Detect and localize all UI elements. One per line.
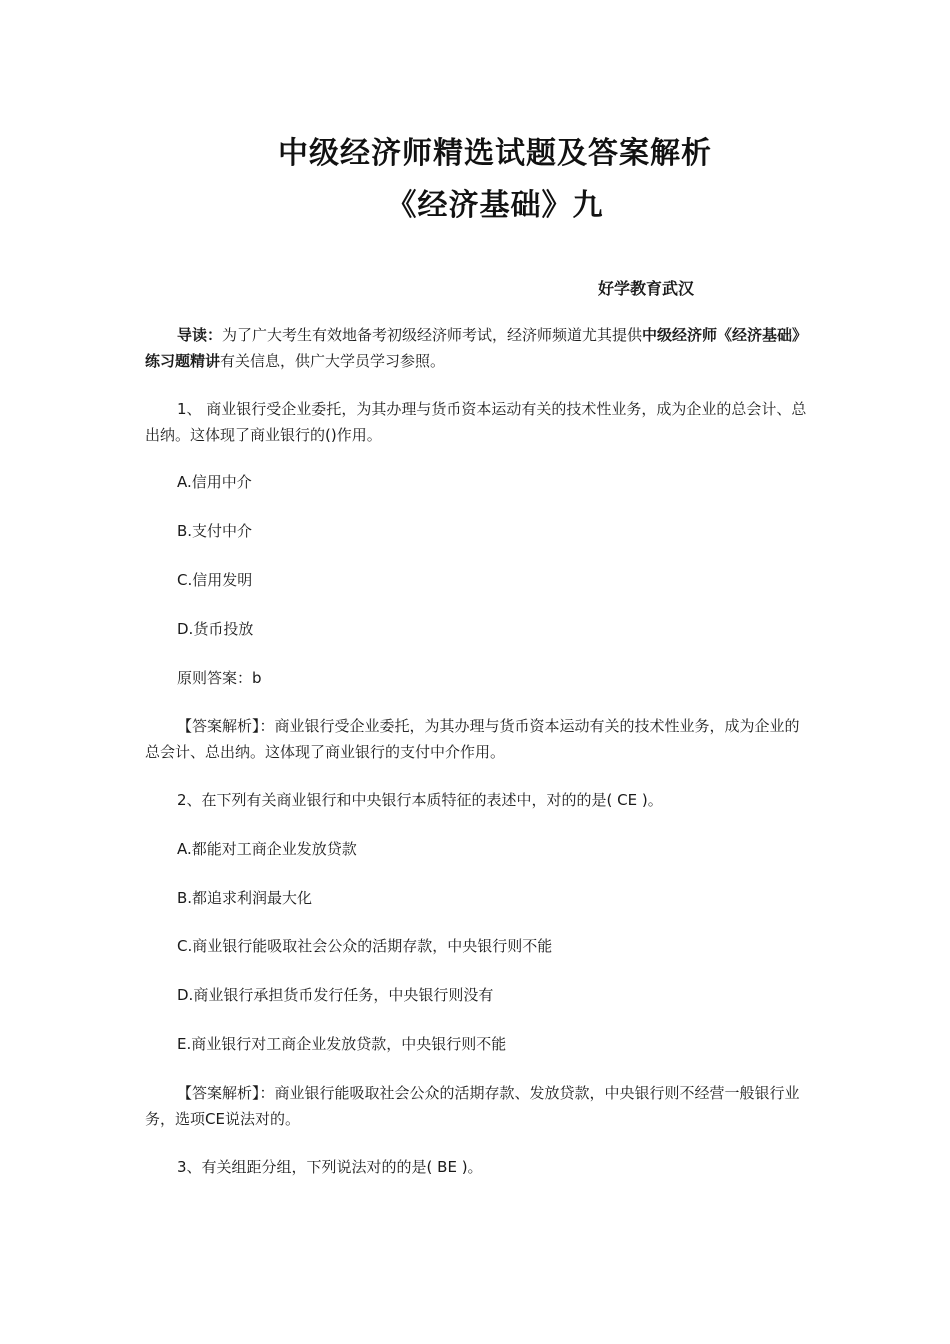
intro-text-1: 为了广大考生有效地备考初级经济师考试，经济师频道尤其提供 <box>222 326 643 344</box>
question-1-analysis: 【答案解析】：商业银行受企业委托，为其办理与货币资本运动有关的技术性业务，成为企业的总会计、总出纳。这体现了商业银行的支付中介作用。 <box>145 717 800 761</box>
question-2-option-c: C.商业银行能吸取社会公众的活期存款，中央银行则不能 <box>177 937 553 955</box>
question-2-option-b: B.都追求利润最大化 <box>177 889 313 907</box>
author-line: 好学教育武汉 <box>598 279 695 298</box>
document-title: 中级经济师精选试题及答案解析 <box>278 136 712 171</box>
question-1-option-b: B.支付中介 <box>177 522 253 540</box>
document-subtitle: 《经济基础》九 <box>386 188 604 223</box>
intro-paragraph <box>145 322 810 374</box>
intro-text-2: 有关信息，供广大学员学习参照。 <box>220 352 446 370</box>
intro-label: 导读： <box>177 326 223 344</box>
question-2-option-d: D.商业银行承担货币发行任务，中央银行则没有 <box>177 986 494 1004</box>
question-1-answer: 原则答案：b <box>177 669 262 687</box>
question-1-option-c: C.信用发明 <box>177 571 253 589</box>
question-1-stem: 1、 商业银行受企业委托，为其办理与货币资本运动有关的技术性业务，成为企业的总会计、总出纳。这体现了商业银行的()作用。 <box>145 400 807 444</box>
intro-bold-text: 中级经济师《经济基础》练习题精讲 <box>145 326 808 370</box>
question-2-stem: 2、在下列有关商业银行和中央银行本质特征的表述中，对的的是( CE )。 <box>177 791 663 809</box>
question-1-option-d: D.货币投放 <box>177 620 254 638</box>
question-2-analysis: 【答案解析】：商业银行能吸取社会公众的活期存款、发放贷款，中央银行则不经营一般银行业务，选项CE说法对的。 <box>145 1084 800 1128</box>
question-1-option-a: A.信用中介 <box>177 473 252 491</box>
question-3-stem: 3、有关组距分组，下列说法对的的是( BE )。 <box>177 1158 483 1176</box>
question-2-option-e: E.商业银行对工商企业发放贷款，中央银行则不能 <box>177 1035 507 1053</box>
question-2-option-a: A.都能对工商企业发放贷款 <box>177 840 357 858</box>
